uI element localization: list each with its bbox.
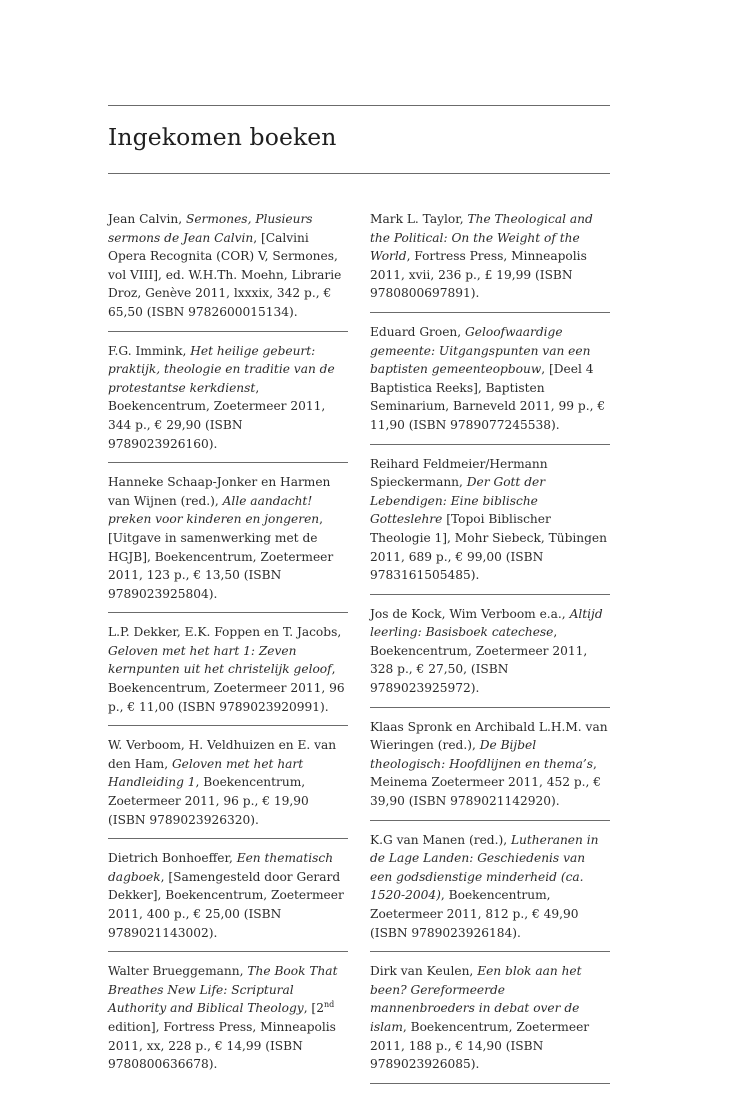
book-details: [Topoi Biblischer Theologie 1], Mohr Siebeck, Tübingen 2011, 689 p., € 99,00 (ISBN 9783161505485). [370, 512, 607, 583]
book-entry [370, 455, 610, 595]
right-column [370, 210, 610, 1094]
book-title: Altijd leerling: Basisboek catechese [370, 606, 603, 640]
book-authors: Klaas Spronk en Archibald L.H.M. van Wieringen (red.), [370, 719, 608, 753]
book-authors: K.G van Manen (red.), [370, 832, 511, 847]
book-entry [108, 473, 348, 613]
book-authors: Jos de Kock, Wim Verboom e.a., [370, 606, 570, 621]
edition-superscript: nd [323, 1000, 335, 1010]
book-details: , Meinema Zoetermeer 2011, 452 p., € 39,90 (ISBN 9789021142920). [370, 756, 602, 809]
book-entry [370, 962, 610, 1084]
book-authors: Walter Brueggemann, [108, 964, 248, 979]
book-authors: Jean Calvin, [108, 212, 186, 226]
book-details: , Boekencentrum, Zoetermeer 2011, 328 p., € 27,50, (ISBN 9789023925972). [370, 625, 588, 696]
title-rule [108, 173, 610, 174]
book-entry [370, 718, 610, 821]
book-title: Alle aandacht! preken voor kinderen en jongeren [108, 493, 320, 527]
book-entry [108, 962, 348, 1083]
book-entry [108, 210, 348, 332]
book-details: edition], Fortress Press, Minneapolis 2011, xx, 228 p., € 14,99 (ISBN 9780800636678). [108, 1019, 336, 1072]
book-title: Geloofwaardige gemeente: Uitgangspunten van een baptisten gemeenteopbouw [370, 324, 591, 377]
book-entry [108, 623, 348, 726]
book-title: The Theological and the Political: On the Weight of the World [370, 212, 593, 264]
book-title: Der Gott der Lebendigen: Eine biblische Gotteslehre [370, 475, 546, 527]
book-details: , [Uitgave in samenwerking met de HGJB], Boekencentrum, Zoetermeer 2011, 123 p., € 13,50 (ISBN 9789023925804). [108, 512, 334, 601]
book-entry [370, 323, 610, 445]
book-authors: W. Verboom, H. Veldhuizen en E. van den Ham, [108, 738, 337, 771]
book-authors: Hanneke Schaap-Jonker en Harmen van Wijnen (red.), [108, 475, 331, 508]
book-details-prefix: , [2 [303, 1001, 324, 1016]
book-entry [370, 210, 610, 313]
book-details: , Boekencentrum, Zoetermeer 2011, 96 p., € 19,90 (ISBN 9789023926320). [108, 775, 309, 827]
book-entry [108, 849, 348, 952]
book-details: , Boekencentrum, Zoetermeer 2011, 96 p., € 11,00 (ISBN 9789023920991). [108, 662, 345, 714]
book-entry [108, 736, 348, 839]
page-title: Ingekomen boeken [108, 123, 337, 151]
book-entry [108, 342, 348, 464]
book-details: , [Samengesteld door Gerard Dekker], Boekencentrum, Zoetermeer 2011, 400 p., € 25,00 (ISBN 9789021143002). [108, 869, 344, 940]
book-title: De Bijbel theologisch: Hoofdlijnen en thema’s [370, 738, 593, 771]
book-entry [370, 831, 610, 953]
left-column [108, 210, 348, 1093]
book-entry [370, 605, 610, 708]
book-authors: L.P. Dekker, E.K. Foppen en T. Jacobs, [108, 625, 342, 640]
book-authors: Dirk van Keulen, [370, 964, 478, 979]
book-title: Een blok aan het been? Gereformeerde mannenbroeders in debat over de islam [370, 964, 582, 1034]
book-details: , Boekencentrum, Zoetermeer 2011, 344 p., € 29,90 (ISBN 9789023926160). [108, 380, 326, 451]
book-title: Lutheranen in de Lage Landen: Geschiedenis van een godsdienstige minderheid (ca. 1520-2004) [370, 832, 599, 903]
book-title: Sermones, Plusieurs sermons de Jean Calvin [108, 212, 313, 245]
book-details: , Boekencentrum, Zoetermeer 2011, 812 p., € 49,90 (ISBN 9789023926184). [370, 888, 579, 940]
book-authors: F.G. Immink, [108, 343, 191, 358]
book-authors: Mark L. Taylor, [370, 212, 468, 226]
book-details: , [Calvini Opera Recognita (COR) V, Sermones, vol VIII], ed. W.H.Th. Moehn, Librarie Droz, Genève 2011, lxxxix, 342 p., € 65,50 (ISBN 9782600015134). [108, 230, 342, 319]
book-title: The Book That Breathes New Life: Scriptural Authority and Biblical Theology [108, 964, 338, 1016]
book-title: Het heilige gebeurt: praktijk, theologie en traditie van de protestantse kerkdienst [108, 343, 335, 395]
book-title: Geloven met het hart Handleiding 1 [108, 756, 304, 790]
book-details: , [Deel 4 Baptistica Reeks], Baptisten Seminarium, Barneveld 2011, 99 p., € 11,90 (ISBN 9789077245538). [370, 362, 606, 432]
book-details: , Boekencentrum, Zoetermeer 2011, 188 p., € 14,90 (ISBN 9789023926085). [370, 1019, 590, 1072]
book-details: , Fortress Press, Minneapolis 2011, xvii, 236 p., £ 19,99 (ISBN 9780800697891). [370, 249, 587, 301]
top-rule [108, 105, 610, 106]
book-title: Geloven met het hart 1: Zeven kernpunten uit het christelijk geloof [108, 643, 332, 677]
book-authors: Dietrich Bonhoeffer, [108, 851, 237, 866]
book-title: Een thematisch dagboek [108, 851, 334, 884]
book-authors: Eduard Groen, [370, 324, 466, 339]
book-authors: Reihard Feldmeier/Hermann Spieckermann, [370, 456, 548, 490]
